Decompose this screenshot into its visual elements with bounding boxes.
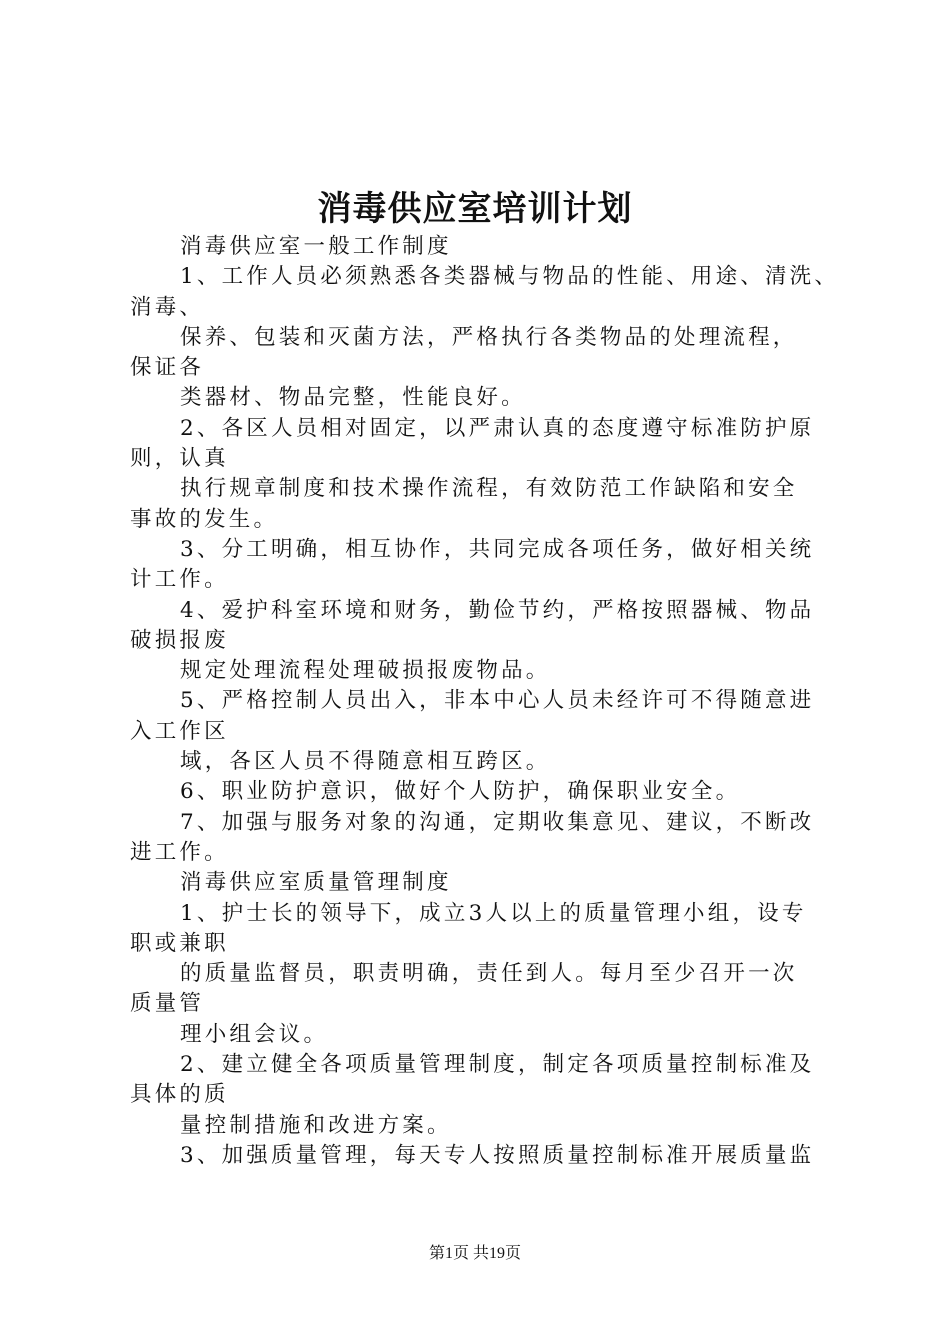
text-line: 进工作。 bbox=[130, 839, 229, 865]
text-line: 具体的质 bbox=[130, 1082, 229, 1108]
text-line: 的质量监督员，职责明确，责任到人。每月至少召开一次 bbox=[180, 961, 798, 987]
text-line: 质量管 bbox=[130, 991, 205, 1017]
text-line: 理小组会议。 bbox=[180, 1021, 329, 1047]
text-line: 1、护士长的领导下，成立3人以上的质量管理小组，设专 bbox=[180, 900, 807, 926]
text-line: 2、各区人员相对固定，以严肃认真的态度遵守标准防护原 bbox=[180, 415, 815, 441]
text-line: 执行规章制度和技术操作流程，有效防范工作缺陷和安全 bbox=[180, 476, 798, 502]
text-line: 保养、包装和灭菌方法，严格执行各类物品的处理流程， bbox=[180, 324, 798, 350]
text-line: 则，认真 bbox=[130, 446, 229, 472]
page-title: 消毒供应室培训计划 bbox=[317, 189, 633, 229]
text-line: 5、严格控制人员出入，非本中心人员未经许可不得随意进 bbox=[180, 688, 815, 714]
text-line: 事故的发生。 bbox=[130, 506, 279, 532]
text-line: 规定处理流程处理破损报废物品。 bbox=[180, 658, 551, 684]
text-line: 1、工作人员必须熟悉各类器械与物品的性能、用途、清洗、 bbox=[180, 264, 840, 290]
text-line: 入工作区 bbox=[130, 718, 229, 744]
text-line: 保证各 bbox=[130, 355, 205, 381]
page-footer: 第1页 共19页 bbox=[428, 1245, 521, 1262]
text-line: 破损报废 bbox=[130, 627, 229, 653]
text-line: 2、建立健全各项质量管理制度，制定各项质量控制标准及 bbox=[180, 1052, 815, 1078]
text-line: 3、分工明确，相互协作，共同完成各项任务，做好相关统 bbox=[180, 536, 815, 562]
text-line: 类器材、物品完整，性能良好。 bbox=[180, 385, 526, 411]
text-line: 职或兼职 bbox=[130, 930, 229, 956]
text-line: 消毒、 bbox=[130, 294, 205, 320]
text-line: 4、爱护科室环境和财务，勤俭节约，严格按照器械、物品 bbox=[180, 597, 815, 623]
text-line: 域，各区人员不得随意相互跨区。 bbox=[180, 749, 551, 775]
text-line: 消毒供应室一般工作制度 bbox=[180, 234, 452, 259]
text-line: 消毒供应室质量管理制度 bbox=[180, 870, 452, 896]
text-line: 7、加强与服务对象的沟通，定期收集意见、建议，不断改 bbox=[180, 809, 815, 835]
text-line: 量控制措施和改进方案。 bbox=[180, 1112, 452, 1138]
text-line: 6、职业防护意识，做好个人防护，确保职业安全。 bbox=[180, 779, 741, 805]
text-line: 3、加强质量管理，每天专人按照质量控制标准开展质量监 bbox=[180, 1142, 815, 1168]
text-line: 计工作。 bbox=[130, 567, 229, 593]
document-body bbox=[130, 232, 840, 1171]
